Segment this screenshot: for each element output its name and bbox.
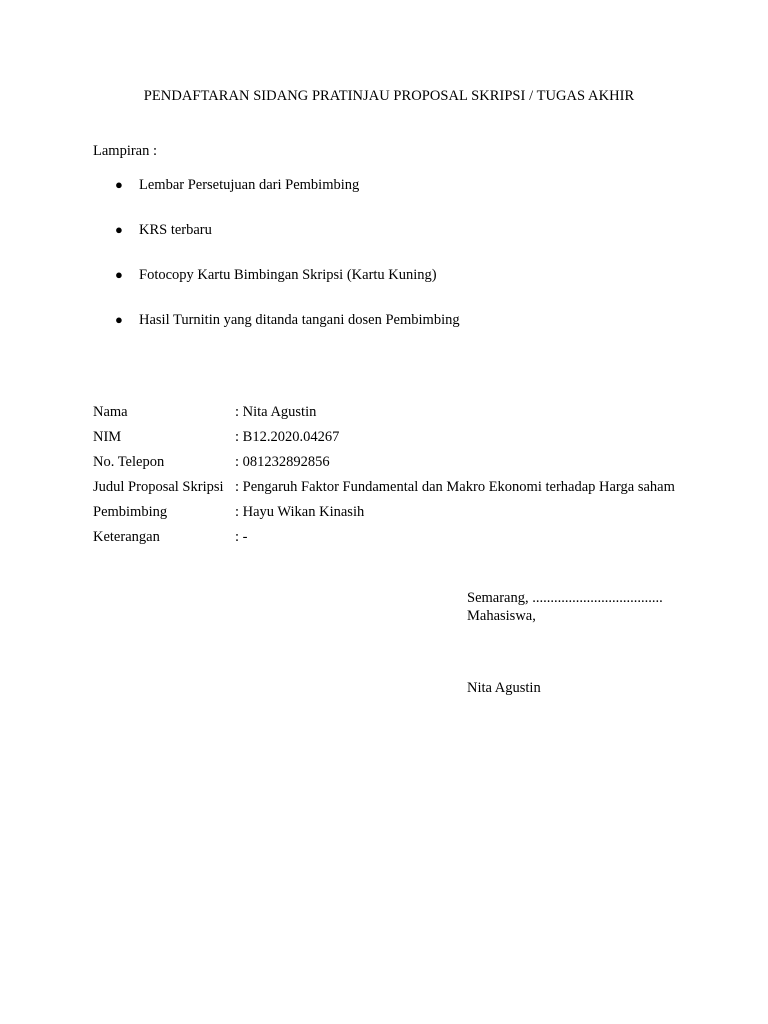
attachment-text: KRS terbaru	[139, 222, 212, 238]
info-value: : Nita Agustin	[235, 404, 317, 420]
attachments-label: Lampiran :	[93, 143, 158, 159]
signature-block	[467, 589, 663, 625]
attachment-text: Fotocopy Kartu Bimbingan Skripsi (Kartu Kuning)	[139, 267, 437, 283]
info-label: Nama	[93, 404, 128, 420]
info-label: NIM	[93, 429, 122, 445]
attachment-text: Hasil Turnitin yang ditanda tangani dosen Pembimbing	[139, 312, 460, 328]
info-value: : B12.2020.04267	[235, 429, 340, 445]
info-value: : Hayu Wikan Kinasih	[235, 504, 365, 520]
attachment-text: Lembar Persetujuan dari Pembimbing	[139, 177, 360, 193]
bullet-icon: ●	[115, 267, 123, 282]
bullet-icon: ●	[115, 177, 123, 192]
signature-name: Nita Agustin	[467, 680, 541, 696]
info-value: : -	[235, 529, 248, 545]
bullet-icon: ●	[115, 222, 123, 237]
info-value: : 081232892856	[235, 454, 330, 470]
bullet-icon: ●	[115, 312, 123, 327]
signature-role: Mahasiswa,	[467, 608, 536, 624]
place-date-line: Semarang, ....................................	[467, 590, 663, 606]
document-title: PENDAFTARAN SIDANG PRATINJAU PROPOSAL SKRIPSI / TUGAS AKHIR	[143, 88, 635, 104]
info-label: Pembimbing	[93, 504, 168, 520]
info-label: Judul Proposal Skripsi	[93, 479, 224, 495]
info-value: : Pengaruh Faktor Fundamental dan Makro Ekonomi terhadap Harga saham	[235, 479, 675, 495]
info-label: Keterangan	[93, 529, 160, 545]
info-label: No. Telepon	[93, 454, 165, 470]
